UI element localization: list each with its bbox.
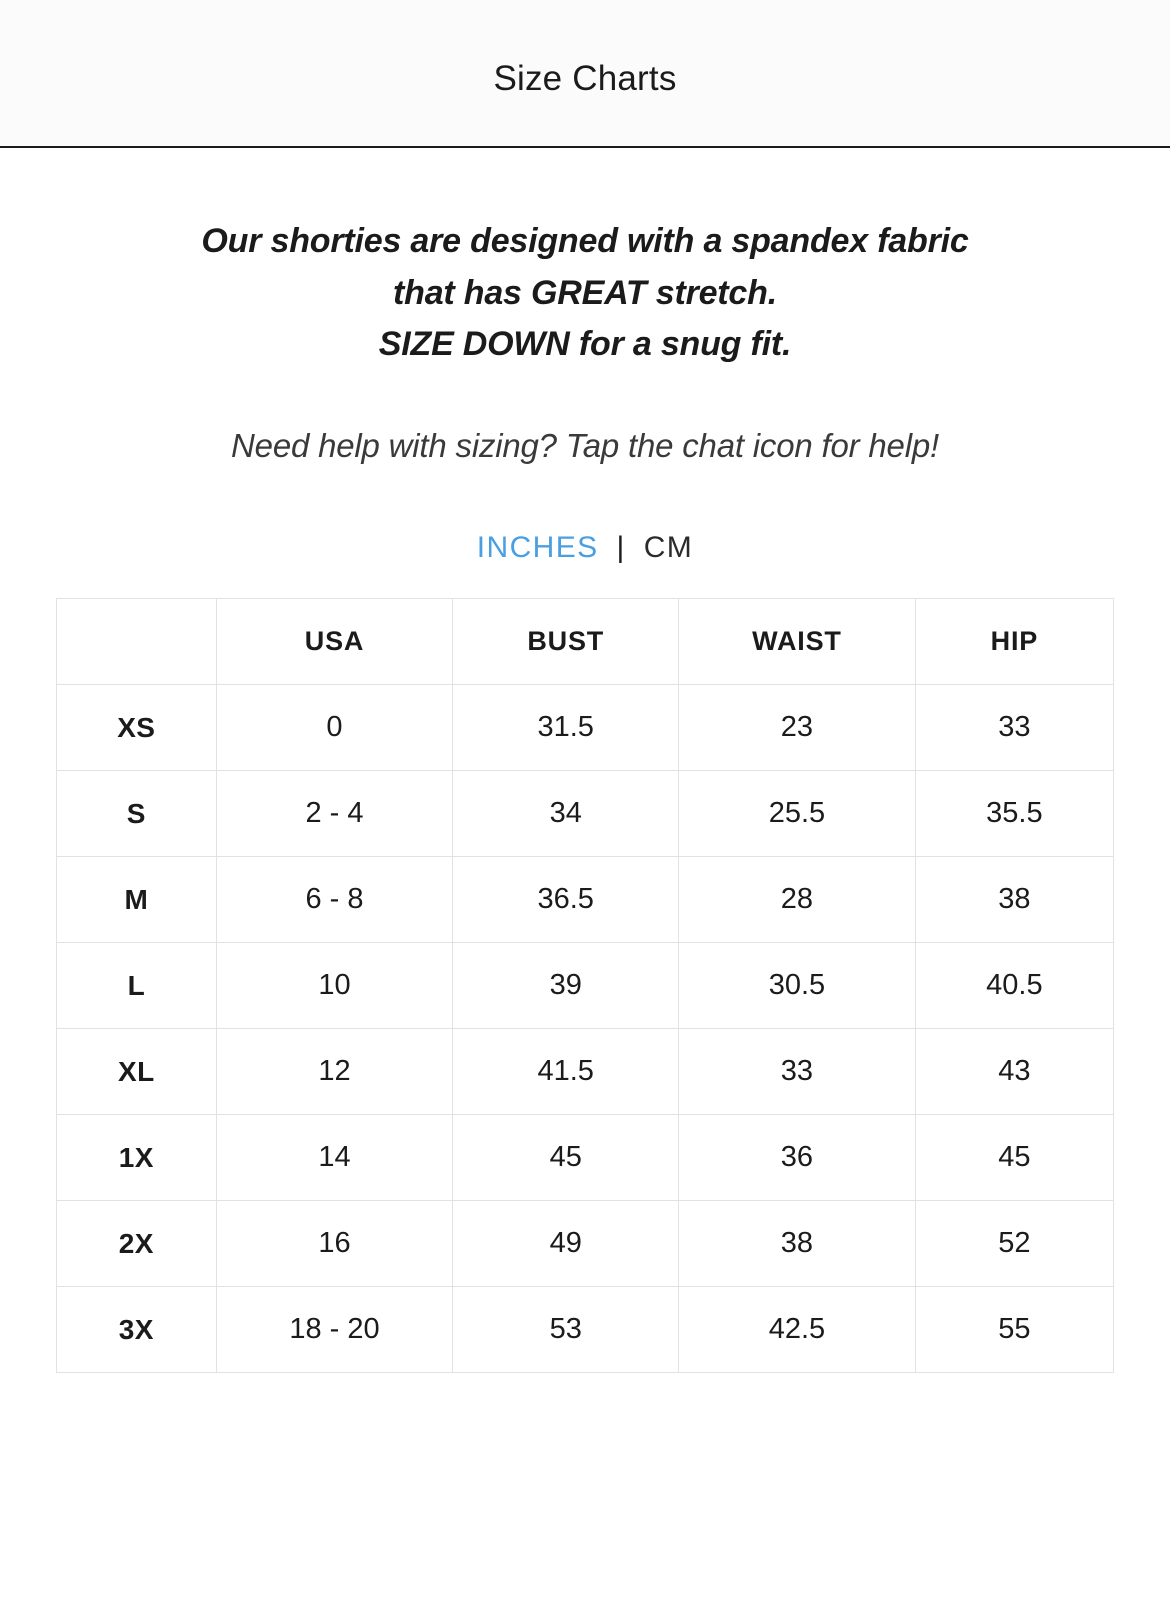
row-size-label: XL — [57, 1029, 217, 1115]
page-content — [0, 216, 1170, 1373]
table-row — [57, 1201, 1114, 1287]
table-row — [57, 771, 1114, 857]
promo-line-2: that has GREAT stretch. — [393, 273, 777, 312]
row-size-label: 3X — [57, 1287, 217, 1373]
cell-hip: 38 — [915, 857, 1113, 943]
table-row — [57, 685, 1114, 771]
cell-usa: 12 — [216, 1029, 453, 1115]
row-size-label: XS — [57, 685, 217, 771]
row-size-label: M — [57, 857, 217, 943]
cell-hip: 33 — [915, 685, 1113, 771]
header-cell-usa: USA — [216, 599, 453, 685]
cell-waist: 30.5 — [679, 943, 916, 1029]
header-cell-bust: BUST — [453, 599, 679, 685]
table-row — [57, 1115, 1114, 1201]
cell-usa: 2 - 4 — [216, 771, 453, 857]
cell-waist: 38 — [679, 1201, 916, 1287]
cell-bust: 49 — [453, 1201, 679, 1287]
cell-bust: 34 — [453, 771, 679, 857]
cell-waist: 33 — [679, 1029, 916, 1115]
page-title: Size Charts — [493, 59, 677, 98]
header-cell-blank — [57, 599, 217, 685]
cell-hip: 35.5 — [915, 771, 1113, 857]
unit-inches-option[interactable]: INCHES — [476, 531, 599, 565]
cell-hip: 40.5 — [915, 943, 1113, 1029]
cell-hip: 43 — [915, 1029, 1113, 1115]
cell-bust: 41.5 — [453, 1029, 679, 1115]
cell-waist: 28 — [679, 857, 916, 943]
cell-waist: 42.5 — [679, 1287, 916, 1373]
cell-usa: 0 — [216, 685, 453, 771]
row-size-label: 1X — [57, 1115, 217, 1201]
table-row — [57, 857, 1114, 943]
header-cell-waist: WAIST — [679, 599, 916, 685]
unit-separator: | — [616, 531, 626, 565]
page-header — [0, 0, 1170, 148]
cell-bust: 39 — [453, 943, 679, 1029]
cell-waist: 23 — [679, 685, 916, 771]
table-row — [57, 1287, 1114, 1373]
promo-line-1: Our shorties are designed with a spandex fabric — [201, 222, 969, 260]
cell-hip: 52 — [915, 1201, 1113, 1287]
sizing-help-text: Need help with sizing? Tap the chat icon for help! — [231, 427, 939, 465]
cell-hip: 45 — [915, 1115, 1113, 1201]
size-chart-table — [56, 598, 1114, 1373]
cell-waist: 25.5 — [679, 771, 916, 857]
cell-hip: 55 — [915, 1287, 1113, 1373]
cell-bust: 36.5 — [453, 857, 679, 943]
cell-usa: 18 - 20 — [216, 1287, 453, 1373]
row-size-label: S — [57, 771, 217, 857]
table-row — [57, 1029, 1114, 1115]
header-cell-hip: HIP — [915, 599, 1113, 685]
cell-usa: 14 — [216, 1115, 453, 1201]
cell-bust: 53 — [453, 1287, 679, 1373]
table-header-row — [57, 599, 1114, 685]
promo-block — [28, 216, 1142, 371]
cell-bust: 45 — [453, 1115, 679, 1201]
table-row — [57, 943, 1114, 1029]
size-chart-table-wrapper — [56, 598, 1114, 1373]
cell-usa: 6 - 8 — [216, 857, 453, 943]
cell-waist: 36 — [679, 1115, 916, 1201]
row-size-label: 2X — [57, 1201, 217, 1287]
cell-bust: 31.5 — [453, 685, 679, 771]
cell-usa: 16 — [216, 1201, 453, 1287]
row-size-label: L — [57, 943, 217, 1029]
unit-cm-option[interactable]: CM — [643, 531, 694, 565]
promo-line-3: SIZE DOWN for a snug fit. — [378, 325, 792, 364]
cell-usa: 10 — [216, 943, 453, 1029]
unit-toggle — [28, 531, 1142, 565]
